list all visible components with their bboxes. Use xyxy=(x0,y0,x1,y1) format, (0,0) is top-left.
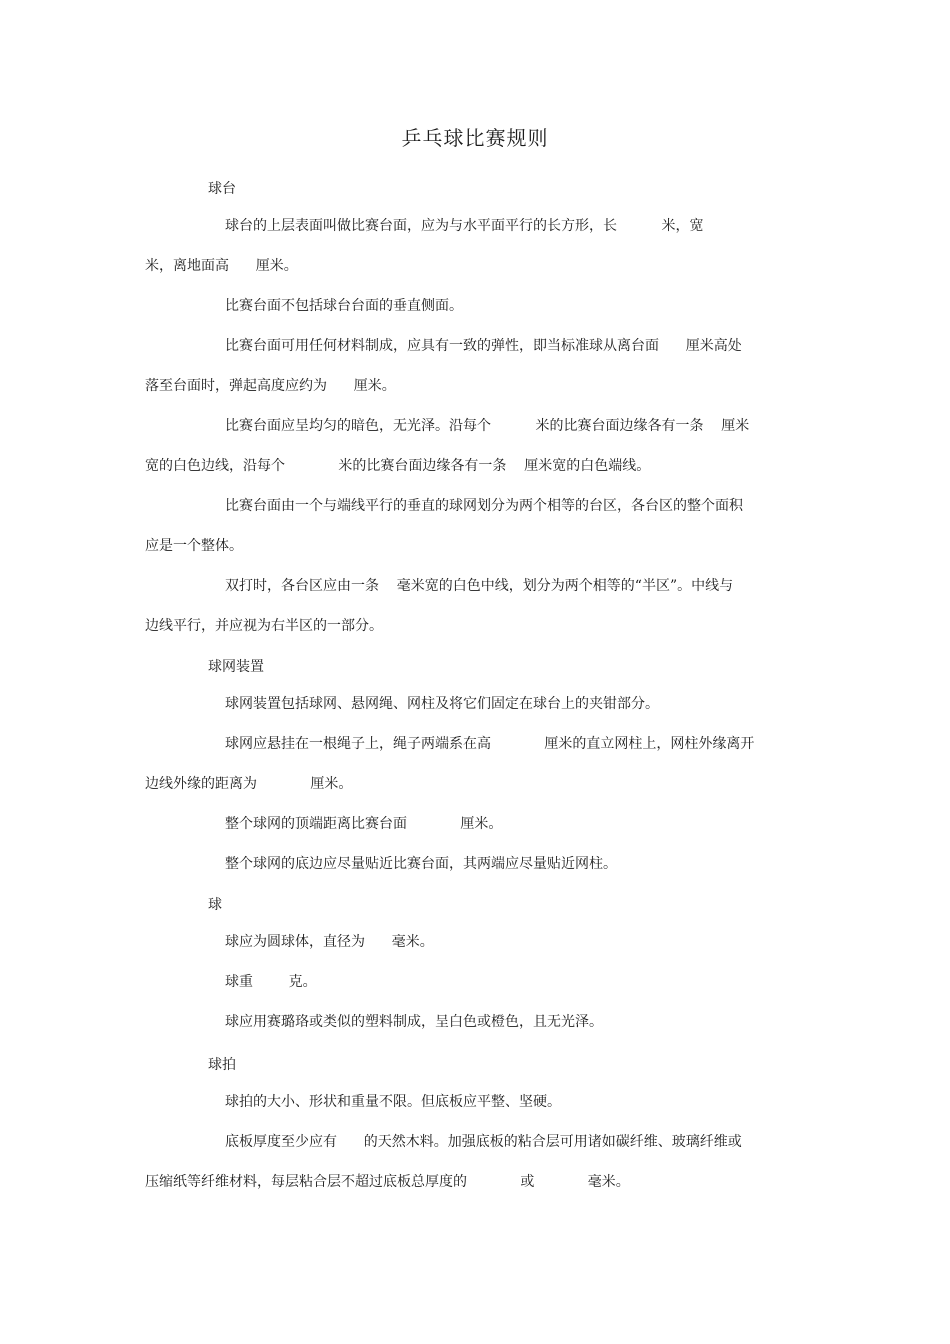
paragraph-line: 比赛台面不包括球台台面的垂直侧面。 xyxy=(225,298,463,314)
paragraph-line: 压缩纸等纤维材料，每层粘合层不超过底板总厚度的 或 毫米。 xyxy=(145,1174,630,1190)
paragraph-line: 比赛台面应呈均匀的暗色，无光泽。沿每个 米的比赛台面边缘各有一条 厘米 xyxy=(225,418,750,434)
page-title: 乒乓球比赛规则 xyxy=(401,126,549,150)
paragraph-line: 球应为圆球体，直径为 毫米。 xyxy=(225,934,434,950)
paragraph xyxy=(145,684,810,724)
paragraph-line: 比赛台面可用任何材料制成，应具有一致的弹性，即当标准球从离台面 厘米高处 xyxy=(225,338,742,354)
paragraph-line: 球拍的大小、形状和重量不限。但底板应平整、坚硬。 xyxy=(225,1094,561,1110)
paragraph xyxy=(145,804,810,844)
paragraph-line: 比赛台面由一个与端线平行的垂直的球网划分为两个相等的台区，各台区的整个面积 xyxy=(225,498,743,514)
paragraph-line: 球应用赛璐珞或类似的塑料制成，呈白色或橙色，且无光泽。 xyxy=(225,1014,603,1030)
paragraph xyxy=(145,962,810,1002)
paragraph-line: 米，离地面高 厘米。 xyxy=(145,258,298,274)
section-heading-table: 球台 xyxy=(208,181,236,197)
paragraph xyxy=(145,566,810,646)
paragraph-line: 边线平行，并应视为右半区的一部分。 xyxy=(145,618,383,634)
paragraph-line: 边线外缘的距离为 厘米。 xyxy=(145,776,353,792)
paragraph-line: 整个球网的顶端距离比赛台面 厘米。 xyxy=(225,816,503,832)
paragraph-line: 应是一个整体。 xyxy=(145,538,243,554)
paragraph xyxy=(145,406,810,486)
paragraph xyxy=(145,1122,810,1202)
paragraph-line: 底板厚度至少应有 的天然木料。加强底板的粘合层可用诸如碳纤维、玻璃纤维或 xyxy=(225,1134,742,1150)
paragraph xyxy=(145,486,810,566)
paragraph xyxy=(145,1082,810,1122)
paragraph xyxy=(145,206,810,286)
paragraph-line: 整个球网的底边应尽量贴近比赛台面，其两端应尽量贴近网柱。 xyxy=(225,856,617,872)
paragraph xyxy=(145,1002,810,1042)
paragraph-line: 球台的上层表面叫做比赛台面，应为与水平面平行的长方形，长 米，宽 xyxy=(225,218,704,234)
paragraph xyxy=(145,844,810,884)
paragraph xyxy=(145,724,810,804)
paragraph xyxy=(145,326,810,406)
section-heading-net: 球网装置 xyxy=(208,659,264,675)
paragraph-line: 落至台面时，弹起高度应约为 厘米。 xyxy=(145,378,396,394)
paragraph xyxy=(145,286,810,326)
paragraph-line: 宽的白色边线，沿每个 米的比赛台面边缘各有一条 厘米宽的白色端线。 xyxy=(145,458,651,474)
section-heading-racket: 球拍 xyxy=(208,1057,236,1073)
paragraph-line: 球重 克。 xyxy=(225,974,317,990)
paragraph-line: 球网装置包括球网、悬网绳、网柱及将它们固定在球台上的夹钳部分。 xyxy=(225,696,659,712)
paragraph-line: 双打时，各台区应由一条 毫米宽的白色中线，划分为两个相等的“半区”。中线与 xyxy=(225,578,734,594)
section-heading-ball: 球 xyxy=(208,897,222,913)
paragraph-line: 球网应悬挂在一根绳子上，绳子两端系在高 厘米的直立网柱上，网柱外缘离开 xyxy=(225,736,755,752)
paragraph xyxy=(145,922,810,962)
